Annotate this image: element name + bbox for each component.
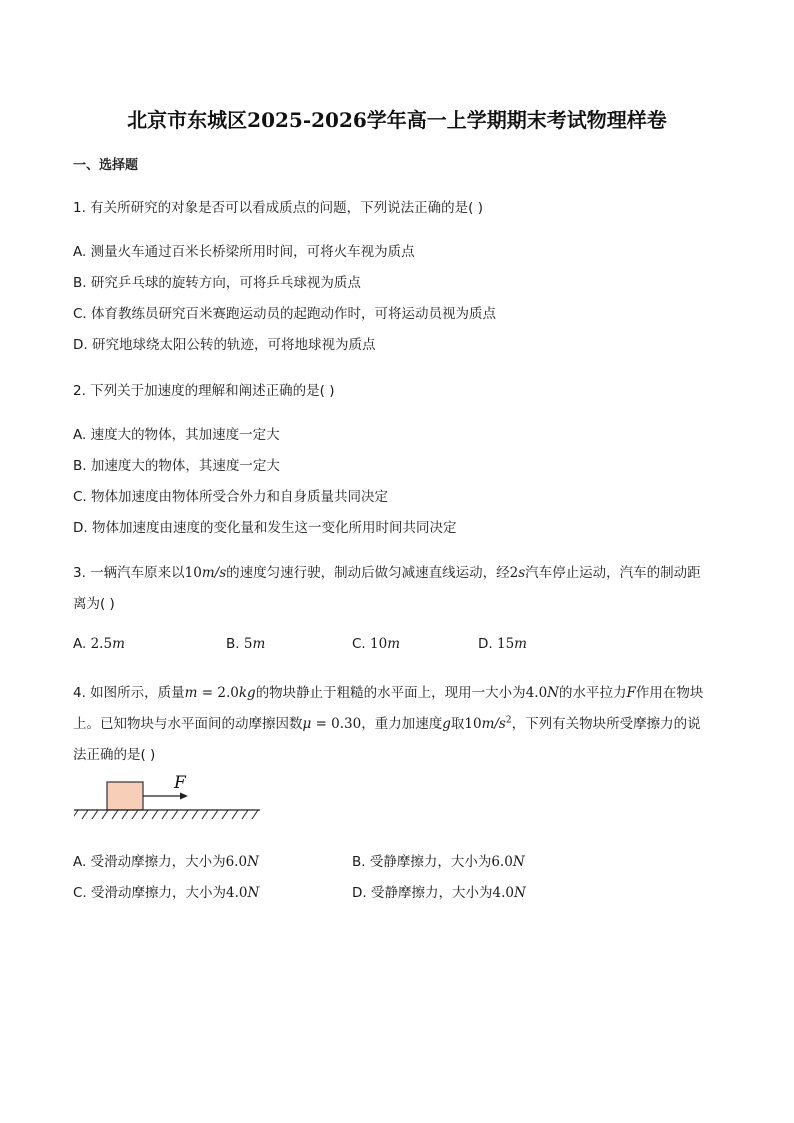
q4-opt-d-unit: N bbox=[513, 885, 526, 901]
q4-opt-c-unit: N bbox=[247, 885, 260, 901]
q4-opt-c-label: C. 受滑动摩擦力，大小为 bbox=[73, 885, 227, 901]
q4-opt-b-label: B. 受静摩擦力，大小为 bbox=[352, 854, 492, 870]
q4-g-unit: m/s bbox=[481, 716, 506, 732]
q3-speed-unit: m/s bbox=[201, 565, 227, 581]
q4-g-value: 10 bbox=[464, 716, 482, 732]
page-title: 北京市东城区2025-2026学年高一上学期期末考试物理样卷 bbox=[127, 108, 667, 132]
q3-speed-value: 10 bbox=[184, 565, 202, 581]
q3-opt-d-unit: m bbox=[514, 636, 527, 652]
q3-text-a: 3. 一辆汽车原来以 bbox=[73, 565, 185, 581]
q3-opt-b-unit: m bbox=[252, 636, 266, 652]
q4-mu-eq: = 0.30 bbox=[311, 716, 362, 732]
q4-text-8: ，下列有关物块所受摩擦力的说 bbox=[511, 716, 701, 732]
question-4-stem-line2 bbox=[73, 712, 701, 732]
q3-opt-b-label: B. bbox=[226, 636, 244, 652]
force-label: F bbox=[174, 773, 186, 793]
q4-text-6: ，重力加速度 bbox=[361, 716, 443, 732]
q4-opt-a-label: A. 受滑动摩擦力，大小为 bbox=[73, 854, 226, 870]
question-3-option-c bbox=[352, 636, 400, 652]
q3-opt-a-unit: m bbox=[112, 636, 125, 652]
q4-opt-a-value: 6.0 bbox=[225, 854, 248, 870]
q4-text-1: 4. 如图所示，质量 bbox=[73, 685, 185, 701]
ground-hatching bbox=[74, 810, 258, 819]
q4-text-3: 的水平拉力 bbox=[558, 685, 627, 701]
q3-text-c: 汽车停止运动，汽车的制动距 bbox=[525, 565, 701, 581]
question-3-stem-line2: 离为( ) bbox=[73, 596, 115, 612]
q3-time-value: 2 bbox=[509, 565, 519, 581]
q3-opt-c-label: C. bbox=[352, 636, 371, 652]
question-4-stem-line1 bbox=[73, 681, 703, 701]
q3-opt-b-value: 5 bbox=[243, 636, 253, 652]
q4-opt-d-value: 4.0 bbox=[492, 885, 514, 901]
q3-opt-c-value: 10 bbox=[370, 636, 388, 652]
q3-time-unit: s bbox=[518, 565, 526, 581]
q4-mass-var: m bbox=[184, 685, 198, 701]
question-1-option-a: A. 测量火车通过百米长桥梁所用时间，可将火车视为质点 bbox=[73, 244, 415, 260]
q4-opt-b-unit: N bbox=[512, 854, 525, 870]
q4-text-7: 取 bbox=[450, 716, 465, 732]
q3-text-b: 的速度匀速行驶，制动后做匀减速直线运动，经 bbox=[226, 565, 510, 581]
question-1-option-d: D. 研究地球绕太阳公转的轨迹，可将地球视为质点 bbox=[73, 337, 376, 353]
q4-text-4: 作用在物块 bbox=[635, 685, 704, 701]
question-1-option-b: B. 研究乒乓球的旋转方向，可将乒乓球视为质点 bbox=[73, 275, 361, 291]
question-3-option-b bbox=[226, 636, 265, 652]
q4-mass-eq: = 2.0 bbox=[197, 685, 239, 701]
q3-opt-d-label: D. bbox=[478, 636, 497, 652]
q4-mass-unit: kg bbox=[238, 685, 256, 701]
q3-speed bbox=[185, 565, 226, 581]
q4-text-2: 的物块静止于粗糙的水平面上，现用一大小为 bbox=[255, 685, 526, 701]
q4-g-var: g bbox=[442, 716, 451, 732]
q4-opt-b-value: 6.0 bbox=[491, 854, 513, 870]
question-2-option-a: A. 速度大的物体，其加速度一定大 bbox=[73, 427, 280, 443]
question-4-stem-line3: 法正确的是( ) bbox=[73, 747, 156, 763]
q3-time bbox=[510, 565, 526, 581]
question-2-option-d: D. 物体加速度由速度的变化量和发生这一变化所用时间共同决定 bbox=[73, 520, 457, 536]
q4-text-5: 上。已知物块与水平面间的动摩擦因数 bbox=[73, 716, 303, 732]
q4-opt-c-value: 4.0 bbox=[226, 885, 248, 901]
block-shape bbox=[107, 782, 143, 810]
question-2-option-c: C. 物体加速度由物体所受合外力和自身质量共同决定 bbox=[73, 489, 389, 505]
question-3-stem-line1 bbox=[73, 561, 701, 581]
q3-opt-a-value: 2.5 bbox=[90, 636, 113, 652]
q4-opt-d-label: D. 受静摩擦力，大小为 bbox=[352, 885, 493, 901]
question-4-option-c bbox=[73, 881, 259, 901]
q4-opt-a-unit: N bbox=[247, 854, 259, 870]
block-on-surface-figure bbox=[74, 772, 264, 824]
question-1-stem: 1. 有关所研究的对象是否可以看成质点的问题，下列说法正确的是( ) bbox=[73, 200, 483, 216]
question-2-option-b: B. 加速度大的物体，其速度一定大 bbox=[73, 458, 280, 474]
q4-force-var: F bbox=[626, 685, 636, 701]
q4-mu-var: μ bbox=[302, 716, 312, 732]
q3-opt-a-label: A. bbox=[73, 636, 91, 652]
question-3-option-a bbox=[73, 636, 125, 652]
q3-opt-c-unit: m bbox=[387, 636, 401, 652]
question-2-stem: 2. 下列关于加速度的理解和阐述正确的是( ) bbox=[73, 383, 335, 399]
question-1-option-c: C. 体育教练员研究百米赛跑运动员的起跑动作时，可将运动员视为质点 bbox=[73, 306, 497, 322]
question-4-option-d bbox=[352, 881, 526, 901]
q4-force-unit: N bbox=[547, 685, 559, 701]
section-heading: 一、选择题 bbox=[73, 158, 139, 173]
force-arrow-head bbox=[180, 793, 188, 800]
question-4-option-a bbox=[73, 850, 259, 870]
question-3-option-d bbox=[478, 636, 527, 652]
q3-opt-d-value: 15 bbox=[496, 636, 515, 652]
q4-g-exponent: 2 bbox=[505, 715, 512, 726]
q4-force-value: 4.0 bbox=[525, 685, 548, 701]
question-4-option-b bbox=[352, 850, 525, 870]
